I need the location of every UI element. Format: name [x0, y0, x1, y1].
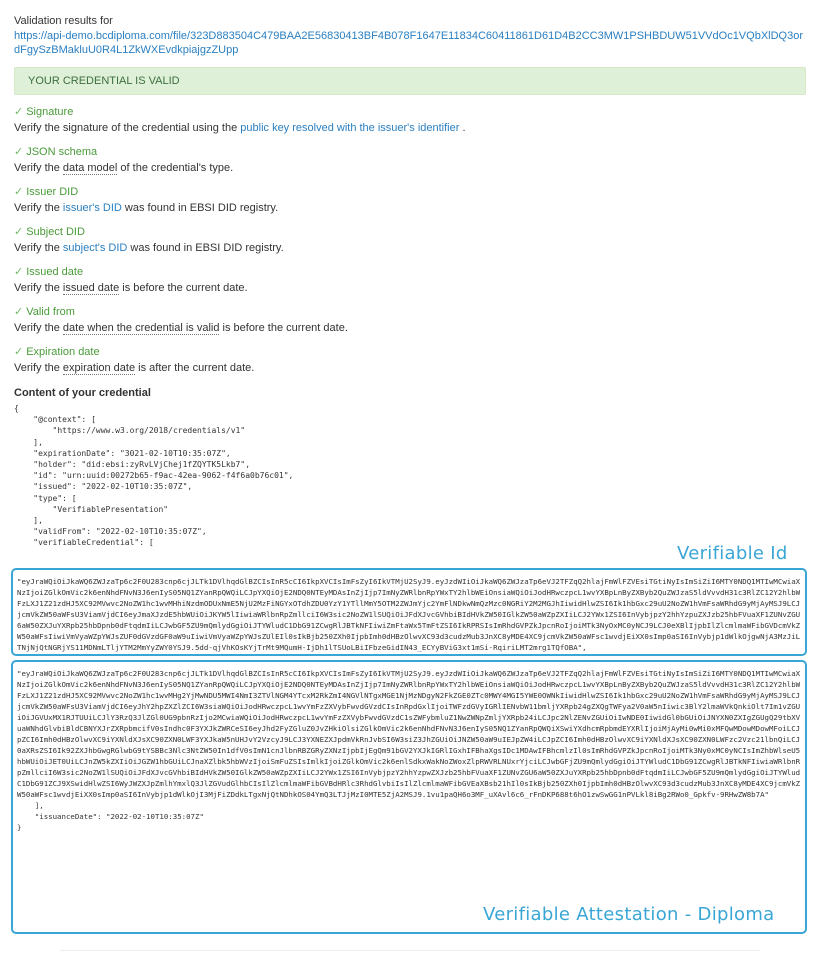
check-item	[14, 346, 806, 375]
file-url-link[interactable]: https://api-demo.bcdiploma.com/file/323D883504C479BAA2E56830413BF4B078F1647E11834C60411861D61D4B2CC3MW1PSHBDUW51VVdOc1VQbXlDQ3ordFgySzBMakluU0R4L1ZkWXEvdkpiajgzZUpp	[14, 30, 803, 56]
check-title	[14, 346, 806, 359]
check-title	[14, 186, 806, 199]
check-description: Verify the expiration date is after the current date.	[14, 362, 255, 374]
check-description: Verify the issued date is before the current date.	[14, 282, 248, 294]
check-title	[14, 266, 806, 279]
check-title	[14, 306, 806, 319]
check-term: data model	[62, 162, 118, 174]
check-title	[14, 146, 806, 159]
verifiable-id-box	[11, 568, 807, 656]
check-title	[14, 106, 806, 119]
bottom-divider	[60, 950, 760, 951]
check-description: Verify the subject's DID was found in EBSI DID registry.	[14, 242, 284, 254]
checkmark-icon: ✓	[14, 146, 24, 158]
check-title-text: Valid from	[26, 306, 75, 318]
checkmark-icon: ✓	[14, 226, 24, 238]
verifiable-attestation-token: "eyJraWQiOiJkaWQ6ZWJzaTp6c2F0U283cnp6cjJLTk1DVlhqdGlBZCIsInR5cCI6IkpXVCIsImFsZyI6IkVTMjU2SyJ9.eyJzdWIiOiJkaWQ6ZWJzaTp6eVJ2TFZqQ2hlajFmWlFZVEsiTGtiNyIsImSiZiI6MTY0NDQ1MTIwMCwiaXNzIjoiZGlkOmVic2k6enNhdFNvN3J6enIyS05NQ1ZYanRpQWQiLCJpYXQiOjE2NDQ0NTEyMDAsInZjIjp7ImNyZWRlbnRpYWxTY2hlbWEiOnsiaWQiOiJodHRwczpcL1wvYXBpLnByZXByb2QuZWJzaS5ldVvvdH31c3RlZC12Y2hlbWFzLXJ1Z21zdHJ5XC92MVwvc2NoZW1hc1wvMHg2YjMwNDU5MWI4NmI3ZTVlNGM4YTcxM2RkZmI4NGVlNTgxMGE1NjMzNDgyN2FkZGE0ZTc0MWY4MGI5YWE0OWNkIiwidHlwZSI6Ik1hbGxc29uU2NoZW1hVmFsaWRhdG9yMjAyMSJ9LCJjcmVkZW50aWFsU3ViamVjdCI6eyJhY2hpZXZlZCI6W3siaWQiOiJodHRwczpcL1wvYmFzZXVybFwvdGVzdCIsInRpdGxlIjoiTWFzdGVyIGRlIENvbW11bmljYXRpb24gZXQgTWFya2V0aW5nIiwic3BlY2lmaWVkQnkiOlt7Im1vZGUiOiJGVUxMX1RJTUUiLCJlY3RzQ3JlZGl0UG9pbnRzIjo2MCwiaWQiOiJodHRwczpcL1wvYmFzZXVybFwvdGVzdC1sZWFybmluZ1NwZWNpZmljYXRpb24iLCJpc2NlZENvZGUiOiIwNDE0IiwidGl0bGUiOiJNYXN0ZXIgZGUgQ29tbXVuaWNhdGlvbiBldCBNYXJrZXRpbmcifV0sIndhc0F3YXJkZWRCeSI6eyJhd2FyZGluZ0JvZHkiOlsiZGlkOmVic2k6enNhdFNvN3J6enIyS05NQ1ZYanRpQWQiXSwiYXdhcmRpbmdEYXRlIjoiMjAyMi0wMi0xMFQwMDowMDowMFoiLCJpZCI6Imh0dHBzOlwvXC9iYXNldXJsXC90ZXN0LWF3YXJkaW5nUHJvY2VzcyJ9LCJ3YXNEZXJpdmVkRnJvbSI6W3siZ3JhZGUiOiJNZW50aW9uIEJpZW4iLCJpZCI6Imh0dHBzOlwvXC9iYXNldXJsXC90ZXN0LWFzc2Vzc21lbnQiLCJ0aXRsZSI6Ik92ZXJhbGwgRGlwbG9tYSBBc3Nlc3NtZW50In1dfV0sImN1cnJlbnRBZGRyZXNzIjpbIjEgQm91bGV2YXJkIGRlIGxhIFBhaXgsIDc1MDAwIFBhcmlzIl0sImRhdGVPZkJpcnRoIjoiMTk3Ny0xMC0yNCIsImZhbWlseU5hbWUiOiJET0UiLCJnZW5kZXIiOiJGZW1hbGUiLCJnaXZlbk5hbWVzIjoiSmFuZSIsImlkIjoiZGlkOmVic2k6enlSdkxWakNoZWoxZlpRWVRLNUxrYjciLCJwbGFjZU9mQmlydGgiOiJTYWludC1DbG91ZCwgRlJBTkNFIiwiaWRlbnRpZmllciI6W3sic2NoZW1lSUQiOiJFdXJvcGVhbiBIdHVkZW50IGlkZW50aWZpZXIiLCJ2YWx1ZSI6InVybjpzY2hhYzpwZXJzb25hbFVuaXF1ZUNvZGU6aW50ZXJuYXRpb25hbDpnb0dFtqdmIiLCJwbGF5ZU9mQmlydGgiOiJTYWludC1DbG91ZCJ9XSwidHlwZSI6WyJWZXJpZmlhYmxlQ3JlZGVudGlhbCIsIlZlcmlmaWFibGVBdHRlc3RhdGlvbiIsIlZlcmlmaWFibGVEaXBsb21hIl0sIkBjb250ZXh0IjpbImh0dHBzOlwvXC93d3cudzMub3JnXC8yMDE4XC9jcmVkZW50aWFsc1wvdjEiXX0sImp0aSI6InVybjp1dWlkOjI3MjFiZDdkLTgxNjQtNDhkOS04YmQ3LTJjMzI0MTE5ZjA2MSJ9.1vu1paQH6o3MF_uXAvl6c6_rFnDKP688t6hO1zwSwGG1nPVLkl8iBg2RWo0_Gpkfv-9RHwZW8b7A"	[17, 669, 801, 799]
verifiable-id-token: "eyJraWQiOiJkaWQ6ZWJzaTp6c2F0U283cnp6cjJLTk1DVlhqdGlBZCIsInR5cCI6IkpXVCIsImFsZyI6IkVTMjU2SyJ9.eyJzdWIiOiJkaWQ6ZWJzaTp6eVJ2TFZqQ2hlajFmWlFZVEsiTGtiNyIsImSiZiI6MTY0NDQ1MTIwMCwiaXNzIjoiZGlkOmVic2k6enNhdFNvN3J6enIyS05NQ1ZYanRpQWQiLCJpYXQiOjE2NDQ0NTEyMDAsInZjIjp7ImNyZWRlbnRpYWxTY2hlbWEiOnsiaWQiOiJodHRwczpcL1wvYXBpLnByZXByb2QuZWJzaS5ldVvvdH31c3RlZC12Y2hlbWFzLXJ1Z21zdHJ5XC92MVwvc2NoZW1hc1wvMHhiNzdmODUxNmE5NjU2MzFiNGYxOTdhZDU0YzY1YTllMmY5OTM2ZWJmYjc2YmFlNDkwNmQzMzc0NGRiY2M2MGJhIiwidHlwZSI6Ik1hbGxc29uU2NoZW1hVmFsaWRhdG9yMjAyMSJ9LCJjcmVkZW50aWFsU3ViamVjdCI6eyJmaXJzdE5hbWUiOiJKYW5lIiwiaWRlbnRpZmllciI6W3sic2NoZW1lSUQiOiJFdXJvcGVhbiBIdHVkZW50IGlkZW50aWZpZXIiLCJ2YWx1ZSI6InVybjpzY2hhYzpuZXJzb25hbFVuaXF1ZUNvZGU6aW50ZXJuYXRpb25hbDpnb0dFtqdmIiLCJwbGF5ZU9mQmlydGgiOiJTYWludC1DbG91ZCwgRlJBTkNFIiwiZmFtaWx5TmFtZSI6IkRPRSIsImRhdGVPZkJpcnRoIjoiMTk3NyOxMC0yNCJ9LCJ0eXBlIjpbIlZlcmlmaWFibGVDcmVkZW50aWFsIiwiVmVyaWZpYWJsZUF0dGVzdGF0aW9uIiwiVmVyaWZpYWJsZUlEIl0sIkBjb250ZXh0IjpbImh0dHBzOlwvXC93d3cudzMub3JnXC8yMDE4XC9jcmVkZW50aWFsc1wvdjEiXX0sImp0aSI6InVybjp1dWlkOjgwNjA3MzJiLTNjNjQtNGRjYS11MDNmLTljYTM2MmYyZWY0YSJ9.5dd-qjVhKOsKYjTrMt9MQumH-IjDh1lTSUoLBiIFbzeGidIN43_ECYyBViG3xt1mSi-RqiriLMT2mrg1TQfOBA",	[17, 577, 801, 652]
caption-verifiable-id: Verifiable Id	[677, 543, 788, 564]
check-title-text: JSON schema	[26, 146, 98, 158]
checkmark-icon: ✓	[14, 346, 24, 358]
checkmark-icon: ✓	[14, 266, 24, 278]
check-description: Verify the date when the credential is valid is before the current date.	[14, 322, 348, 334]
credential-json-tail: ], "issuanceDate": "2022-02-10T10:35:07Z" }	[17, 801, 204, 832]
checkmark-icon: ✓	[14, 106, 24, 118]
check-term: issued date	[62, 282, 120, 294]
content-title: Content of your credential	[14, 387, 151, 399]
check-description: Verify the data model of the credential's type.	[14, 162, 234, 174]
credential-json-head: { "@context": [ "https://www.w3.org/2018/credentials/v1" ], "expirationDate": "3021-02-10T10:35:07Z", "holder": "did:ebsi:zyRvLVjChej1fZQYTK5Lkb7", "id": "urn:uuid:00272b65-f9ac-42ea-9062-f4f6a0b76c01", "issued": "2022-02-10T10:35:07Z", "type": [ "VerifiablePresentation" ], "validFrom": "2022-02-10T10:35:07Z", "verifiableCredential": [	[14, 404, 294, 548]
check-item	[14, 266, 806, 295]
check-term: date when the credential is valid	[62, 322, 220, 334]
check-title-text: Subject DID	[26, 226, 85, 238]
checkmark-icon: ✓	[14, 306, 24, 318]
check-title-text: Issuer DID	[26, 186, 79, 198]
check-description: Verify the issuer's DID was found in EBSI DID registry.	[14, 202, 279, 214]
check-link[interactable]: public key resolved with the issuer's identifier	[240, 122, 460, 134]
check-description: Verify the signature of the credential using the public key resolved with the issuer's identifier .	[14, 122, 466, 134]
check-item	[14, 106, 806, 135]
check-title-text: Signature	[26, 106, 74, 118]
checkmark-icon: ✓	[14, 186, 24, 198]
check-link[interactable]: subject's DID	[62, 242, 128, 254]
checks-list	[14, 106, 806, 375]
check-title-text: Expiration date	[26, 346, 100, 358]
check-title	[14, 226, 806, 239]
validation-panel	[14, 14, 806, 549]
check-item	[14, 146, 806, 175]
check-term: expiration date	[62, 362, 136, 374]
caption-verifiable-attestation: Verifiable Attestation - Diploma	[483, 904, 775, 925]
check-link[interactable]: issuer's DID	[62, 202, 122, 214]
check-item	[14, 226, 806, 255]
check-item	[14, 306, 806, 335]
validation-heading: Validation results for	[14, 15, 113, 27]
check-item	[14, 186, 806, 215]
verifiable-attestation-box	[11, 660, 807, 934]
valid-credential-banner: YOUR CREDENTIAL IS VALID	[14, 67, 806, 95]
check-title-text: Issued date	[26, 266, 84, 278]
